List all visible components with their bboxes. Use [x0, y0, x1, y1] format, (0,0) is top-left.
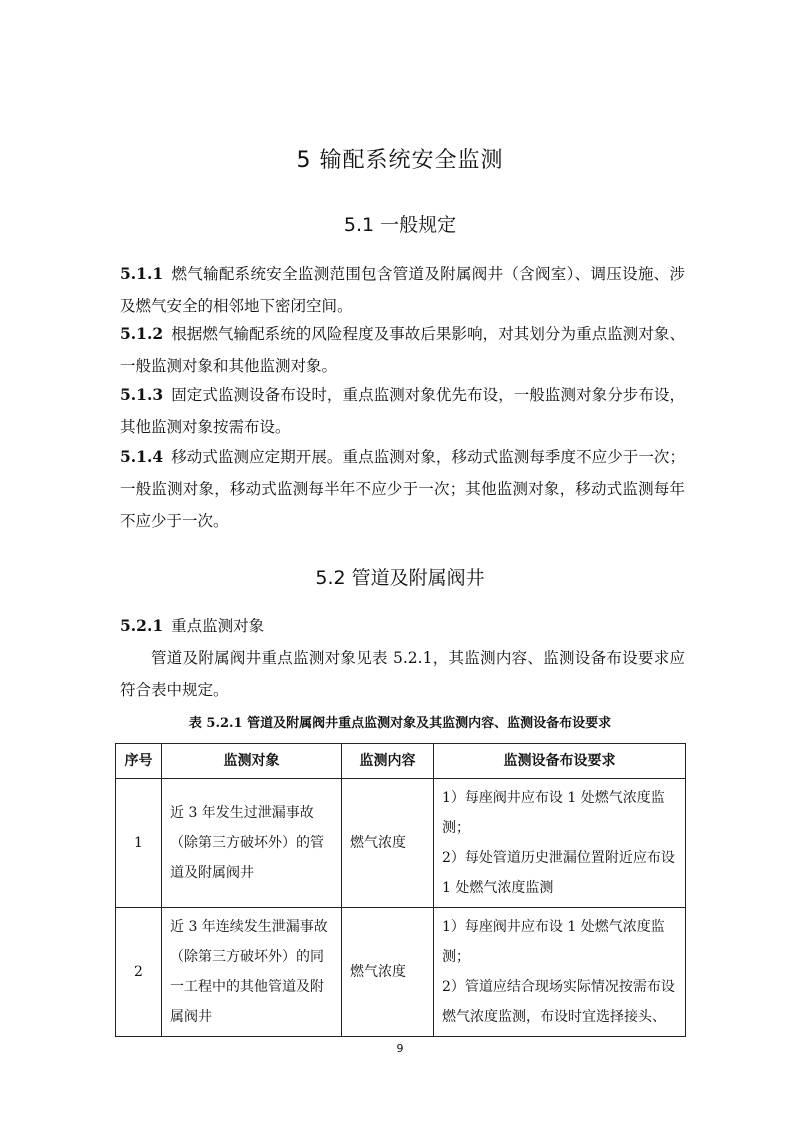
body-paragraph: 管道及附属阀井重点监测对象见表 5.2.1，其监测内容、监测设备布设要求应符合表中规定。	[120, 649, 685, 699]
clause-text: 移动式监测应定期开展。重点监测对象，移动式监测每季度不应少于一次；一般监测对象，移动式监测每半年不应少于一次；其他监测对象，移动式监测每年不应少于一次。	[120, 448, 685, 530]
requirement-item: 1）每座阀井应布设 1 处燃气浓度监测；	[442, 919, 665, 965]
table-header-row	[116, 744, 686, 779]
clause-number: 5.1.3	[120, 385, 164, 404]
table-row	[116, 908, 686, 1037]
cell-object: 近 3 年连续发生泄漏事故（除第三方破坏外）的同一工程中的其他管道及附属阀井	[162, 908, 342, 1037]
cell-object: 近 3 年发生过泄漏事故（除第三方破坏外）的管道及附属阀井	[162, 779, 342, 908]
clause-5-1-3	[120, 379, 685, 443]
requirement-item: 1）每座阀井应布设 1 处燃气浓度监测；	[442, 790, 665, 836]
cell-content: 燃气浓度	[342, 779, 434, 908]
clause-number: 5.1.4	[120, 447, 164, 466]
cell-content: 燃气浓度	[342, 908, 434, 1037]
clause-5-1-1	[120, 258, 685, 322]
header-no: 序号	[116, 744, 162, 779]
clause-5-1-4	[120, 441, 685, 537]
header-content: 监测内容	[342, 744, 434, 779]
clause-number: 5.2.1	[120, 616, 164, 635]
chapter-title: 5 输配系统安全监测	[296, 148, 504, 173]
monitoring-table	[115, 743, 686, 1037]
requirement-item: 2）管道应结合现场实际情况按需布设燃气浓度监测，布设时宜选择接头、	[442, 979, 675, 1025]
page-number: 9	[396, 1042, 404, 1055]
cell-no: 2	[116, 908, 162, 1037]
table-row	[116, 779, 686, 908]
clause-text: 燃气输配系统安全监测范围包含管道及附属阀井（含阀室）、调压设施、涉及燃气安全的相邻地下密闭空间。	[120, 265, 685, 315]
clause-5-1-2	[120, 318, 685, 382]
table-caption: 表 5.2.1 管道及附属阀井重点监测对象及其监测内容、监测设备布设要求	[188, 716, 612, 731]
section-title-5-2: 5.2 管道及附属阀井	[315, 567, 485, 589]
section-title-5-1: 5.1 一般规定	[343, 214, 457, 236]
cell-requirement	[434, 908, 686, 1037]
clause-text: 根据燃气输配系统的风险程度及事故后果影响，对其划分为重点监测对象、一般监测对象和其他监测对象。	[120, 325, 685, 375]
clause-text: 固定式监测设备布设时，重点监测对象优先布设，一般监测对象分步布设，其他监测对象按需布设。	[120, 386, 685, 436]
header-requirement: 监测设备布设要求	[434, 744, 686, 779]
clause-number: 5.1.2	[120, 324, 164, 343]
clause-number: 5.1.1	[120, 264, 164, 283]
header-object: 监测对象	[162, 744, 342, 779]
cell-requirement	[434, 779, 686, 908]
clause-text: 重点监测对象	[171, 617, 265, 635]
cell-no: 1	[116, 779, 162, 908]
clause-5-2-1	[120, 610, 685, 642]
requirement-item: 2）每处管道历史泄漏位置附近应布设 1 处燃气浓度监测	[442, 850, 675, 896]
